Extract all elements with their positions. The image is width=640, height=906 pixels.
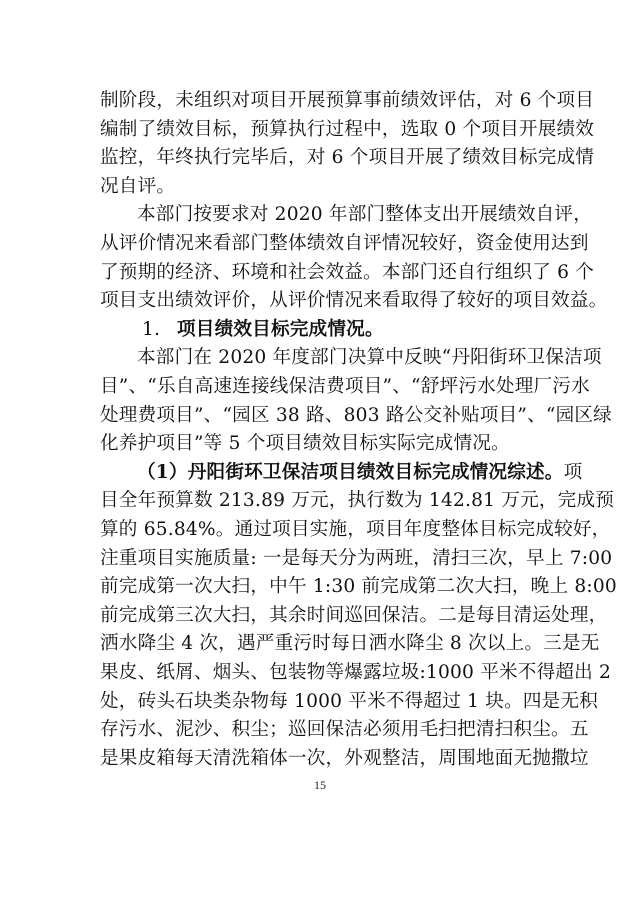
paragraph-line: 是果皮箱每天清洗箱体一次，外观整洁，周围地面无抛撒垃 [100,747,589,769]
subsection-heading: （1）丹阳街环卫保洁项目绩效目标完成情况综述。 [137,461,564,483]
paragraph-line: 处，砖头石块类杂物每 1000 平米不得超过 1 块。四是无积 [100,690,599,712]
paragraph-line: 编制了绩效目标，预算执行过程中，选取 0 个项目开展绩效 [100,118,595,140]
paragraph-line: 监控，年终执行完毕后，对 6 个项目开展了绩效目标完成情 [100,147,595,169]
section-heading-number: 1. [142,318,161,340]
paragraph-line: 化养护项目”等 5 个项目绩效目标实际完成情况。 [100,433,510,455]
paragraph-line: 注重项目实施质量: 一是每天分为两班，清扫三次，早上 7:00 [100,547,613,569]
paragraph-line: 存污水、泥沙、积尘；巡回保洁必须用毛扫把清扫积尘。五 [100,719,589,741]
paragraph-line: 本部门在 2020 年度部门决算中反映“丹阳街环卫保洁项 [137,347,602,369]
section-heading-text: 项目绩效目标完成情况。 [177,318,384,340]
paragraph-line [137,458,583,488]
paragraph-line: 果皮、纸屑、烟头、包装物等爆露垃圾:1000 平米不得超出 2 [100,662,612,683]
paragraph-line: 从评价情况来看部门整体绩效自评情况较好，资金使用达到 [100,233,589,254]
paragraph-line: 洒水降尘 4 次，遇严重污时每日洒水降尘 8 次以上。三是无 [100,633,600,655]
section-heading [100,315,550,345]
paragraph-line: 了预期的经济、环境和社会效益。本部门还自行组织了 6 个 [100,261,595,283]
paragraph-line: 目全年预算数 213.89 万元，执行数为 142.81 万元，完成预 [100,490,615,512]
paragraph-text: 项 [563,461,583,483]
paragraph-line: 目”、“乐自高速连接线保洁费项目”、“舒坪污水处理厂污水 [100,376,590,397]
paragraph-line: 前完成第三次大扫，其余时间巡回保洁。二是每目清运处理， [100,604,608,626]
paragraph-line: 况自评。 [100,175,176,197]
paragraph-line: 处理费项目”、“园区 38 路、803 路公交补贴项目”、“园区绿 [100,404,612,426]
page-number: 15 [314,778,326,793]
paragraph-line: 算的 65.84%。通过项目实施，项目年度整体目标完成较好， [100,519,611,540]
paragraph-line: 前完成第一次大扫，中午 1:30 前完成第二次大扫，晚上 8:00 [100,576,617,598]
paragraph-line: 制阶段，未组织对项目开展预算事前绩效评估，对 6 个项目 [100,90,595,111]
paragraph-line: 本部门按要求对 2020 年部门整体支出开展绩效自评， [137,204,593,226]
paragraph-line: 项目支出绩效评价，从评价情况来看取得了较好的项目效益。 [100,290,608,312]
